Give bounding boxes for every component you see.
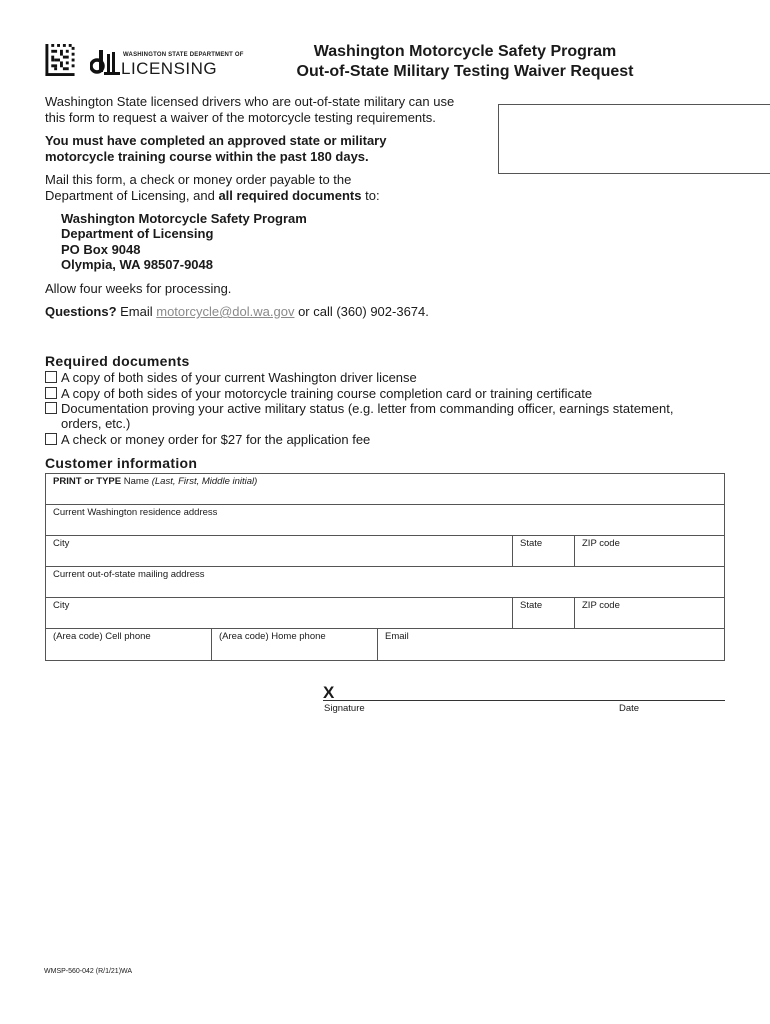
email-label: Email: [385, 631, 409, 642]
mailing-address-field[interactable]: [45, 566, 725, 598]
doc-item-label: Documentation proving your active military status (e.g. letter from commanding officer, earnings statement,: [61, 401, 674, 416]
email-link[interactable]: motorcycle@dol.wa.gov: [156, 304, 295, 319]
name-label: PRINT or TYPE Name (Last, First, Middle initial): [53, 476, 258, 487]
questions-post: or call (360) 902-3674.: [294, 304, 429, 319]
barcode-icon: [45, 44, 75, 76]
signature-line[interactable]: [323, 700, 725, 701]
mail-line2-bold: all required documents: [218, 188, 362, 203]
logo-licensing-text: LICENSING: [121, 59, 218, 78]
zip2-label: ZIP code: [582, 600, 620, 611]
signature-label: Signature: [324, 703, 365, 714]
city-field[interactable]: [45, 535, 513, 567]
doc-item-label: A copy of both sides of your current Washington driver license: [61, 370, 417, 385]
mail-line2-post: to:: [361, 188, 380, 203]
name-field[interactable]: [45, 473, 725, 505]
checkbox[interactable]: [45, 433, 57, 445]
zip-label: ZIP code: [582, 538, 620, 549]
state-field[interactable]: [512, 535, 575, 567]
signature-x-mark: X: [323, 683, 335, 702]
form-title-line2: Out-of-State Military Testing Waiver Request: [296, 63, 634, 80]
intro-line2: this form to request a waiver of the motorcycle testing requirements.: [45, 110, 436, 125]
dol-logo: [90, 48, 244, 78]
checkbox[interactable]: [45, 371, 57, 383]
city2-field[interactable]: [45, 597, 513, 629]
doc-item-label: A copy of both sides of your motorcycle training course completion card or training certificate: [61, 386, 593, 401]
requirement-line1: You must have completed an approved state or military: [45, 133, 387, 148]
mail-line1: Mail this form, a check or money order payable to the: [45, 172, 352, 187]
logo-department-text: WASHINGTON STATE DEPARTMENT OF: [123, 52, 244, 58]
customer-info-heading: Customer information: [45, 455, 198, 471]
cell-phone-label: (Area code) Cell phone: [53, 631, 151, 642]
checkbox[interactable]: [45, 387, 57, 399]
email-field[interactable]: [377, 628, 725, 661]
residence-address-label: Current Washington residence address: [53, 507, 218, 518]
residence-address-field[interactable]: [45, 504, 725, 536]
home-phone-label: (Area code) Home phone: [219, 631, 326, 642]
required-documents-heading: Required documents: [45, 353, 190, 369]
form-title-line1: Washington Motorcycle Safety Program: [313, 43, 617, 60]
mail-line2: [45, 188, 380, 204]
mailing-address-label: Current out-of-state mailing address: [53, 569, 205, 580]
questions-line: [45, 304, 429, 320]
state2-label: State: [520, 600, 543, 611]
state2-field[interactable]: [512, 597, 575, 629]
address-line1: Washington Motorcycle Safety Program: [61, 211, 307, 226]
city-label: City: [53, 538, 70, 549]
requirement-line2: motorcycle training course within the past 180 days.: [45, 149, 369, 164]
doc-item-label: A check or money order for $27 for the application fee: [61, 432, 371, 447]
address-line2: Department of Licensing: [61, 226, 214, 241]
intro-line1: Washington State licensed drivers who are out-of-state military can use: [45, 94, 455, 109]
cell-phone-field[interactable]: [45, 628, 212, 661]
dol-logo-icon: [90, 50, 120, 76]
city2-label: City: [53, 600, 70, 611]
checkbox[interactable]: [45, 402, 57, 414]
doc-item-license: [45, 370, 417, 386]
date-label: Date: [619, 703, 640, 714]
doc-item-military: [45, 401, 673, 417]
address-line4: Olympia, WA 98507-9048: [61, 257, 213, 272]
doc-item-training: [45, 386, 592, 402]
doc-item-military-cont: orders, etc.): [61, 416, 131, 431]
zip2-field[interactable]: [574, 597, 725, 629]
office-use-box: [498, 104, 770, 174]
doc-item-fee: [45, 432, 370, 448]
processing-note: Allow four weeks for processing.: [45, 281, 232, 296]
home-phone-field[interactable]: [211, 628, 378, 661]
customer-info-table: [45, 473, 725, 661]
questions-label: Questions?: [45, 304, 117, 319]
address-line3: PO Box 9048: [61, 242, 141, 257]
questions-pre: Email: [116, 304, 157, 319]
mail-line2-pre: Department of Licensing, and: [45, 188, 219, 203]
zip-field[interactable]: [574, 535, 725, 567]
state-label: State: [520, 538, 543, 549]
form-number: WMSP-560-042 (R/1/21)WA: [44, 968, 133, 975]
